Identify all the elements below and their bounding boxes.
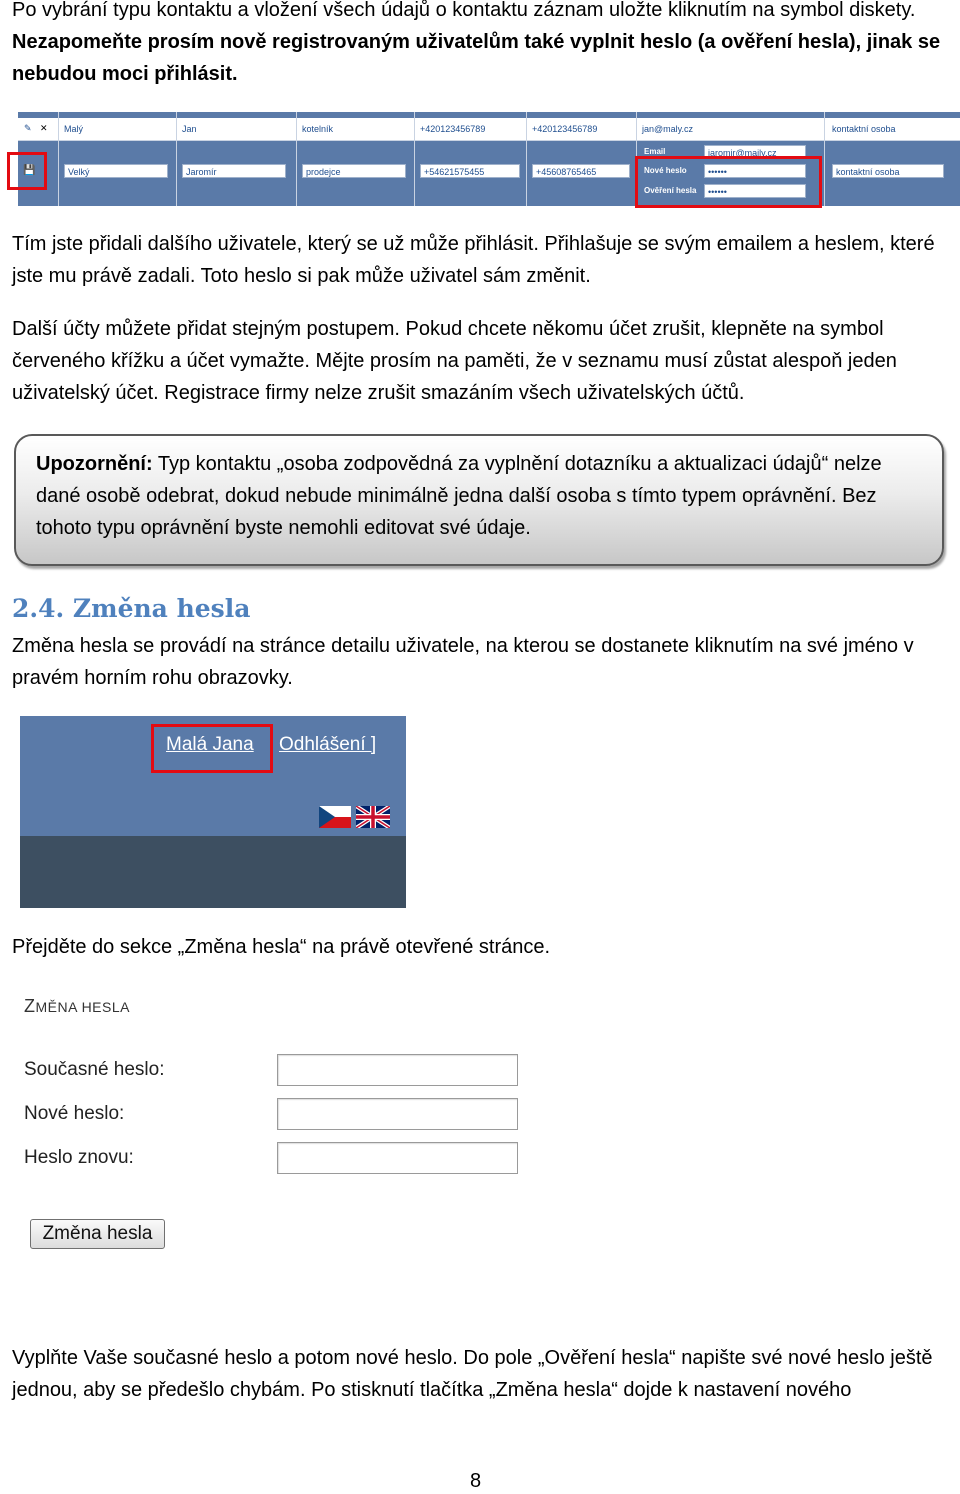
first-name-input[interactable]: Jaromír [182, 164, 286, 178]
page-number: 8 [470, 1470, 482, 1492]
edit-icon[interactable]: ✎ [24, 123, 32, 133]
uk-flag-icon[interactable] [356, 806, 390, 828]
notice-label: Upozornění: [36, 453, 153, 475]
section-paragraph: Změna hesla se provádí na stránce detailu uživatele, na kterou se dostanete kliknutím na své jméno v pravém horním rohu obrazovky. [12, 635, 914, 689]
intro-text: Po vybrání typu kontaktu a vložení všech údajů o kontaktu záznam uložte kliknutím na symbol diskety. [12, 0, 916, 21]
password-form-title-rest: MĚNA HESLA [35, 999, 130, 1015]
cell-last-name: Malý [64, 124, 84, 134]
password-form-title-first: Z [24, 996, 36, 1016]
cell-phone: +420123456789 [420, 124, 486, 134]
last-name-input[interactable]: Velký [64, 164, 168, 178]
repeat-password-label: Heslo znovu: [24, 1147, 134, 1168]
phone-input[interactable]: +54621575455 [420, 164, 520, 178]
save-icon-highlight [7, 152, 47, 190]
intro-warning: Nezapomeňte prosím nově registrovaným uživatelům také vyplnit heslo (a ověření hesla), jinak se nebudou moci přihlásit. [12, 31, 941, 85]
repeat-password-input[interactable] [277, 1142, 518, 1174]
intro-paragraph [12, 0, 952, 90]
paragraph-user-added: Tím jste přidali dalšího uživatele, který se už může přihlásit. Přihlašuje se svým emailem a heslem, které jste mu právě zadali. Toto heslo si pak může uživatel sám změnit. [12, 233, 935, 287]
current-password-input[interactable] [277, 1054, 518, 1086]
cell-email: jan@maly.cz [642, 124, 693, 134]
current-password-label: Současné heslo: [24, 1059, 165, 1080]
new-password-form-input[interactable] [277, 1098, 518, 1130]
new-password-label: Nové heslo [644, 166, 687, 175]
paragraph-fill-passwords: Vyplňte Vaše současné heslo a potom nové heslo. Do pole „Ověření hesla“ napište své nové heslo ještě jednou, aby se předešlo chybám. Po stisknutí tlačítka „Změna hesla“ dojde k nastavení nového [12, 1347, 933, 1401]
section-heading: 2.4. Změna hesla [12, 594, 251, 623]
contact-type-select[interactable]: kontaktní osoba [832, 164, 944, 178]
cell-role: kotelník [302, 124, 334, 134]
logout-link[interactable]: Odhlášení ] [279, 734, 377, 755]
cell-first-name: Jan [182, 124, 197, 134]
notice-box [14, 434, 944, 566]
change-password-button[interactable]: Změna hesla [30, 1219, 165, 1249]
save-disk-icon[interactable]: 💾 [23, 165, 36, 176]
notice-body: Typ kontaktu „osoba zodpovědná za vyplnění dotazníku a aktualizaci údajů“ nelze dané osobě odebrat, dokud nebude minimálně jedna další osoba s tímto typem oprávnění. Bez tohoto typu oprávnění byste nemohli editovat své údaje. [36, 453, 882, 539]
mobile-input[interactable]: +45608765465 [532, 164, 630, 178]
user-link-highlight [151, 724, 273, 773]
notice-text [36, 448, 921, 544]
user-name-link[interactable]: Malá Jana [166, 734, 254, 755]
new-password-input[interactable]: •••••• [704, 164, 806, 178]
password-form-title [24, 996, 130, 1017]
verify-password-input[interactable]: •••••• [704, 184, 806, 198]
table-row-existing [18, 118, 960, 141]
email-label: Email [644, 147, 666, 156]
header-bottom-bar [20, 836, 406, 908]
czech-flag-icon[interactable] [319, 806, 351, 828]
paragraph-go-to-section: Přejděte do sekce „Změna hesla“ na právě otevřené stránce. [12, 936, 551, 958]
cell-mobile: +420123456789 [532, 124, 598, 134]
new-password-form-label: Nové heslo: [24, 1103, 125, 1124]
paragraph-more-accounts: Další účty můžete přidat stejným postupem. Pokud chcete někomu účet zrušit, klepněte na symbol červeného křížku a účet vymažte. Mějte prosím na paměti, že v seznamu musí zůstat alespoň jeden uživatelský účet. Registrace firmy nelze zrušit smazáním všech uživatelských účtů. [12, 318, 897, 404]
role-input[interactable]: prodejce [302, 164, 406, 178]
cell-contact-type: kontaktní osoba [832, 124, 896, 134]
email-input[interactable]: jaromir@maily.cz [704, 145, 806, 159]
password-fields-highlight [635, 156, 822, 208]
delete-icon[interactable]: ✕ [40, 123, 48, 133]
verify-password-label: Ověření hesla [644, 186, 697, 195]
